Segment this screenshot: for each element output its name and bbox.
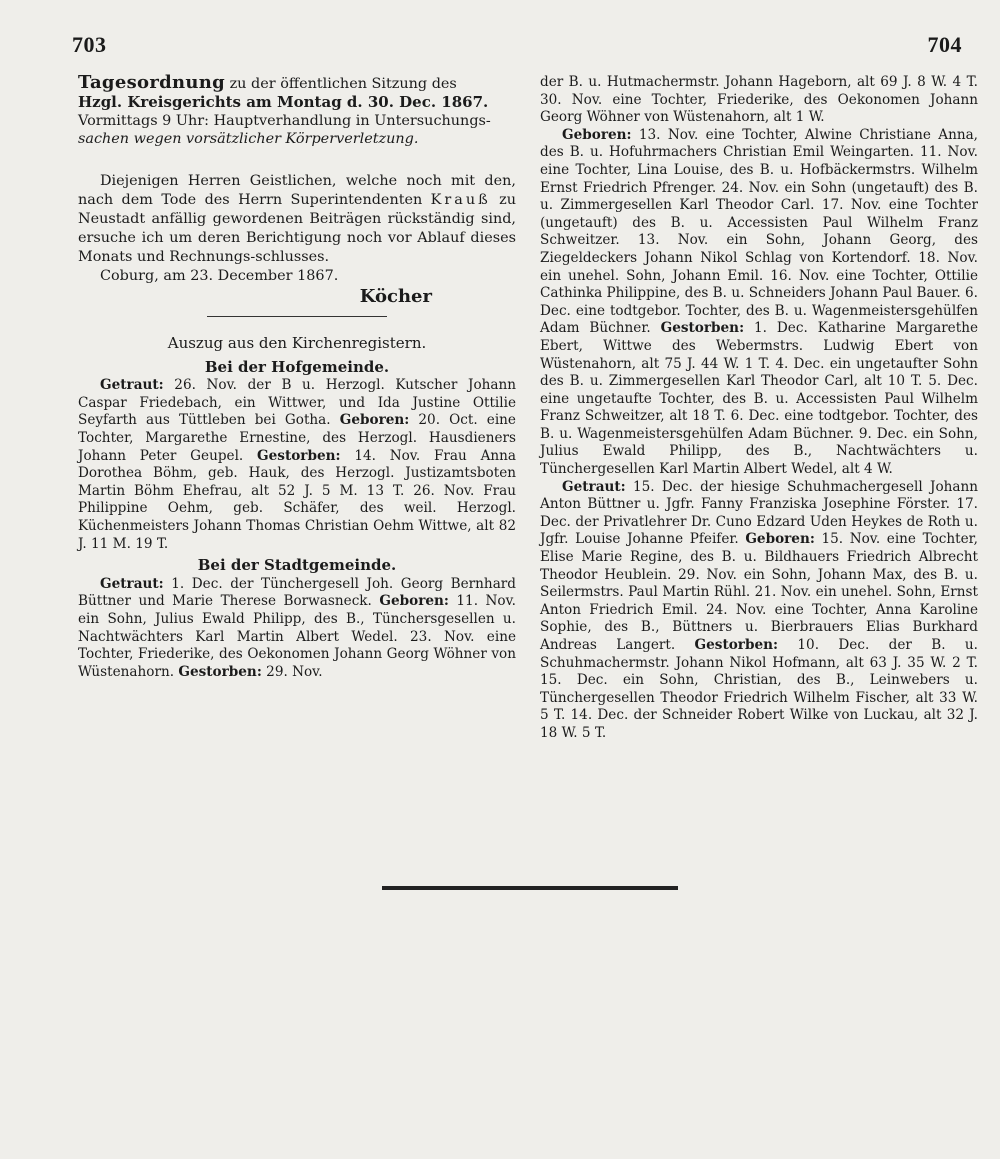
agenda-court: Hzgl. Kreisgerichts am Montag <box>78 93 342 111</box>
continued-entry: der B. u. Hutmachermstr. Johann Hageborn, alt 69 J. 8 W. 4 T. 30. Nov. eine Tochter, Friederike, des Oekonomen Johann Georg Wöhner von Wüstenahorn, alt 1 W. <box>540 74 978 126</box>
notice-text-2: zu Neustadt anfällig gewordenen Beiträgen rückständig sind, ersuche ich um deren Berichtigung noch vor Ablauf dieses Monats und Rechnungs-schlusses. <box>78 192 516 265</box>
section-title: Auszug aus den Kirchenregistern. <box>167 333 427 352</box>
gestorben-2-text: 10. Dec. der B. u. Schuhmachermstr. Johann Nikol Hofmann, alt 63 J. 35 W. 2 T. 15. Dec. ein Sohn, Christian, des B., Leinwebers u. Tünchergesellen Theodor Friedrich Wilhelm Fischer, alt 33 W. 5 T. 14. Dec. der Schneider Robert Wilke von Luckau, alt 32 J. 18 W. 5 T. <box>540 637 978 741</box>
geboren-2-label: Geboren: <box>745 531 815 548</box>
stadt-gestorben-label: Gestorben: <box>178 663 262 680</box>
right-column <box>540 74 978 743</box>
page-number-left: 703 <box>72 32 107 57</box>
stadt-getraut-text: 1. Dec. der Tünchergesell Joh. Georg Bernhard Büttner und Marie Therese Borwasneck. <box>78 575 516 610</box>
notice-paragraph <box>78 172 516 267</box>
stadt-geboren-text: 11. Nov. ein Sohn, Julius Ewald Philipp, des B., Tünchersgesellen u. Nachtwächters Karl Martin Albert Wedel. 23. Nov. eine Tochter, Friederike, des Oekonomen Johann Georg Wöhner von Wüstenahorn. <box>78 593 516 680</box>
stadt-title: Bei der Stadtgemeinde. <box>197 556 397 575</box>
page-number-right: 704 <box>927 32 962 57</box>
agenda-line-3: Vormittags 9 Uhr: Hauptverhandlung in Untersuchungs- <box>78 113 491 129</box>
notice-signature: Köcher <box>359 286 432 307</box>
gestorben-1-text: 1. Dec. Katharine Margarethe Ebert, Wittwe des Webermstrs. Ludwig Ebert von Wüstenahorn, alt 75 J. 44 W. 1 T. 4. Dec. ein ungetaufter Sohn des B. u. Zimmergesellen Karl Theodor Carl, alt 10 T. 5. Dec. eine ungetaufte Tochter, des B. u. Accessisten Paul Wilhelm Franz Schweitzer, alt 18 T. 6. Dec. eine todtgebor. Tochter, des B. u. Wagenmeistersgehülfen Adam Büchner. 9. Dec. ein Sohn, Julius Ewald Philipp, des B., Nachtwächters u. Tünchergesellen Karl Martin Albert Wedel, alt 4 W. <box>540 320 978 478</box>
hof-gestorben-label: Gestorben: <box>257 447 341 464</box>
agenda-line-4: sachen wegen vorsätzlicher Körperverletzung. <box>78 131 419 147</box>
stadt-getraut-label: Getraut: <box>100 575 164 592</box>
divider <box>207 316 387 317</box>
hof-getraut-text: 26. Nov. der B u. Herzogl. Kutscher Johann Caspar Friedebach, ein Wittwer, und Ida Justine Ottilie Seyfarth aus Tüttleben bei Gotha. <box>78 377 516 429</box>
hof-geboren-text: 20. Oct. eine Tochter, Margarethe Ernestine, des Herzogl. Hausdieners Johann Peter Geupel. <box>78 412 516 464</box>
hof-getraut-label: Getraut: <box>100 377 164 394</box>
stadt-geboren-label: Geboren: <box>379 593 449 610</box>
stadt-entries <box>78 576 516 682</box>
notice-name: Krauß <box>430 192 491 208</box>
notice-text-1: Diejenigen Herren Geistlichen, welche noch mit den, nach dem Tode des Herrn Superintendenten <box>78 173 516 208</box>
agenda-text-1: zu der öffentlichen Sitzung des <box>225 76 457 92</box>
hof-title: Bei der Hofgemeinde. <box>204 357 390 376</box>
hof-gestorben-text: 14. Nov. Frau Anna Dorothea Böhm, geb. Hauk, des Herzogl. Justizamtsboten Martin Böhm Ehefrau, alt 52 J. 5 M. 13 T. 26. Nov. Frau Philippine Oehm, geb. Schäfer, des weil. Herzogl. Küchenmeisters Johann Thomas Christian Oehm Wittwe, alt 82 J. 11 M. 19 T. <box>78 447 516 552</box>
geboren-1-label: Geboren: <box>562 126 632 143</box>
right-entries-1 <box>540 127 978 479</box>
right-entries-2 <box>540 479 978 743</box>
geboren-1-text: 13. Nov. eine Tochter, Alwine Christiane Anna, des B. u. Hofuhrmachers Christian Emil Weingarten. 11. Nov. eine Tochter, Lina Louise, des B. u. Hofbäckermstrs. Wilhelm Ernst Friedrich Pfrenger. 24. Nov. ein Sohn (ungetauft) des B. u. Zimmergesellen Karl Theodor Carl. 17. Nov. eine Tochter (ungetauft) des B. u. Accessisten Paul Wilhelm Franz Schweitzer. 13. Nov. ein Sohn, Johann Georg, des Ziegeldeckers Johann Nikol Schlag von Kortendorf. 18. Nov. ein unehel. Sohn, Johann Emil. 16. Nov. eine Tochter, Ottilie Cathinka Philippine, des B. u. Schneiders Johann Paul Bauer. 6. Dec. eine todtgebor. Tochter, des B. u. Wagenmeistersgehülfen Adam Büchner. <box>540 126 978 337</box>
geboren-2-text: 15. Nov. eine Tochter, Elise Marie Regine, des B. u. Bildhauers Friedrich Albrecht Theodor Heublein. 29. Nov. ein Sohn, Johann Max, des B. u. Seilermstrs. Paul Martin Rühl. 21. Nov. ein unehel. Sohn, Ernst Anton Friedrich Emil. 24. Nov. eine Tochter, Anna Karoline Sophie, des B., Büttners u. Bierbrauers Elias Burkhard Andreas Langert. <box>540 531 978 653</box>
hof-entries <box>78 377 516 553</box>
stadt-gestorben-text: 29. Nov. <box>261 663 323 680</box>
gestorben-1-label: Gestorben: <box>660 320 745 337</box>
page-divider-rule <box>382 886 678 890</box>
bleed-through-ghost <box>110 780 117 805</box>
gestorben-2-label: Gestorben: <box>694 637 779 653</box>
agenda-title: Tagesordnung <box>78 72 226 93</box>
agenda-date: d. 30. Dec. 1867. <box>341 93 489 111</box>
getraut-text: 15. Dec. der hiesige Schuhmachergesell Johann Anton Büttner u. Jgfr. Fanny Franziska Josephine Förster. 17. Dec. der Privatlehrer Dr. Cuno Edzard Uden Heykes de Roth u. Jgfr. Louise Johanne Pfeifer. <box>540 478 978 548</box>
agenda-header <box>78 74 516 148</box>
getraut-label: Getraut: <box>562 478 626 495</box>
hof-geboren-label: Geboren: <box>339 412 410 429</box>
notice-dateline: Coburg, am 23. December 1867. <box>100 268 339 284</box>
left-column <box>78 74 516 681</box>
